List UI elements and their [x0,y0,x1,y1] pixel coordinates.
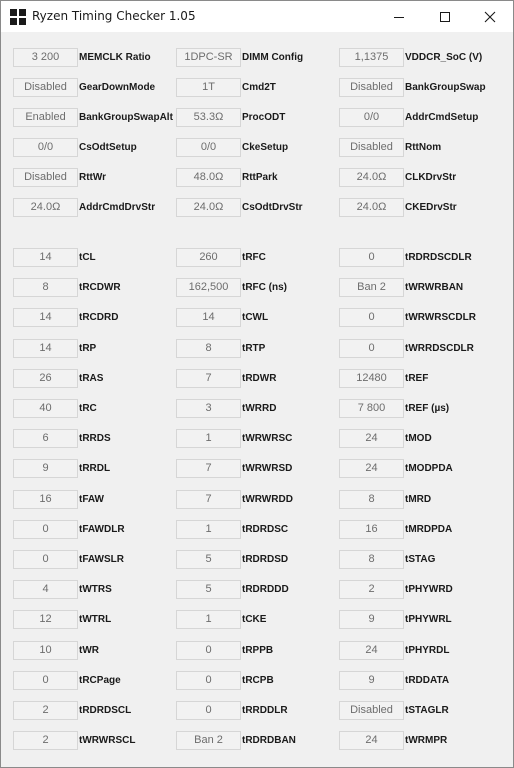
value-box: 16 [13,490,78,509]
value-box: 5 [176,550,241,569]
field-label: tRC [79,403,97,414]
field-label: tRCPB [242,674,274,686]
field-label: RttPark [242,172,278,183]
value-box: Disabled [13,78,78,97]
value-box: 5 [176,580,241,599]
value-box: 7 800 [339,399,404,418]
field-label: tRCDWR [79,282,121,294]
field-label: tWRWRDD [242,493,293,505]
field-label: tRDWR [242,372,277,384]
field-label: Cmd2T [242,82,276,93]
value-box: 0 [339,308,404,327]
field-label: tWRRDSCDLR [405,342,474,354]
value-box: 1T [176,78,241,97]
field-label: tRAS [79,372,104,384]
value-box: 53.3Ω [176,108,241,127]
field-label: tRDRDSD [242,554,289,565]
field-label: tWRWRSCDLR [405,312,476,324]
field-label: tSTAG [405,554,436,565]
value-box: 24.0Ω [339,168,404,187]
field-label: tRP [79,342,97,354]
field-label: tRDRDSCDLR [405,252,472,263]
value-box: 0/0 [176,138,241,157]
field-label: tRPPB [242,644,274,656]
value-box: 0/0 [339,108,404,127]
field-label: tWRRD [242,403,277,414]
field-label: tWTRL [79,614,112,626]
value-box: Disabled [339,701,404,720]
value-box: 26 [13,369,78,388]
field-label: tMODPDA [405,463,453,475]
value-box: 0 [13,671,78,690]
field-label: tMRDPDA [405,523,453,535]
field-label: tFAWSLR [79,554,124,565]
value-box: 4 [13,580,78,599]
value-box: Ban 2 [339,278,404,297]
field-label: tPHYWRL [405,614,452,626]
close-button[interactable] [467,1,513,32]
field-label: AddrCmdDrvStr [79,202,156,213]
field-label: BankGroupSwap [405,82,486,93]
maximize-icon [439,11,451,23]
field-label: tREF (µs) [405,403,450,414]
timings-panel [1,32,513,767]
value-box: 14 [176,308,241,327]
field-label: tRDRDDD [242,584,289,596]
field-label: RttWr [79,172,107,183]
value-box: 0 [13,550,78,569]
field-label: tMRD [405,493,432,505]
value-box: 48.0Ω [176,168,241,187]
field-label: tRDRDSCL [79,705,132,716]
field-label: tRDDATA [405,674,450,686]
field-label: tRTP [242,342,266,354]
value-box: 7 [176,369,241,388]
field-label: tWRMPR [405,735,448,747]
value-box: Disabled [339,78,404,97]
value-box: 3 200 [13,48,78,67]
value-box: 1 [176,610,241,629]
field-label: VDDCR_SoC (V) [405,52,483,63]
field-label: CKEDrvStr [405,202,457,213]
value-box: 8 [13,278,78,297]
field-label: tSTAGLR [405,705,449,716]
value-box: 0 [339,339,404,358]
field-label: BankGroupSwapAlt [79,112,173,123]
field-label: tCL [79,252,96,263]
value-box: 24 [339,641,404,660]
field-label: tRRDS [79,433,111,445]
value-box: 14 [13,339,78,358]
value-box: 8 [176,339,241,358]
field-label: MEMCLK Ratio [79,52,151,63]
field-label: AddrCmdSetup [405,112,479,123]
value-box: 0 [13,520,78,539]
value-box: 24.0Ω [339,198,404,217]
field-label: tREF [405,372,429,384]
value-box: 162,500 [176,278,241,297]
minimize-button[interactable] [376,1,422,32]
value-box: 12 [13,610,78,629]
field-label: tRRDL [79,463,111,475]
window-title: Ryzen Timing Checker 1.05 [32,9,196,23]
value-box: Enabled [13,108,78,127]
field-label: GearDownMode [79,82,156,93]
field-label: tRRDDLR [242,705,288,716]
value-box: 24 [339,731,404,750]
value-box: 24 [339,429,404,448]
value-box: Ban 2 [176,731,241,750]
field-label: tPHYRDL [405,644,450,656]
value-box: 7 [176,459,241,478]
close-icon [484,11,496,23]
field-label: tMOD [405,433,432,445]
value-box: 10 [13,641,78,660]
field-label: ProcODT [242,112,286,123]
value-box: 0 [339,248,404,267]
field-label: tCWL [242,312,269,324]
value-box: 24 [339,459,404,478]
field-label: tWTRS [79,584,112,596]
value-box: 0 [176,701,241,720]
minimize-icon [393,11,405,23]
value-box: 0 [176,671,241,690]
value-box: 0 [176,641,241,660]
field-label: tPHYWRD [405,584,453,596]
field-label: tRDRDBAN [242,735,296,747]
value-box: 12480 [339,369,404,388]
value-box: 1 [176,429,241,448]
title-bar[interactable] [1,1,513,32]
field-label: CkeSetup [242,142,289,153]
field-label: CsOdtSetup [79,142,137,153]
value-box: 24.0Ω [13,198,78,217]
value-box: 1,1375 [339,48,404,67]
value-box: 2 [13,731,78,750]
value-box: 2 [13,701,78,720]
value-box: 2 [339,580,404,599]
value-box: Disabled [339,138,404,157]
field-label: tWRWRSCL [79,735,136,747]
value-box: 14 [13,308,78,327]
field-label: RttNom [405,142,442,153]
value-box: 9 [339,610,404,629]
value-box: 260 [176,248,241,267]
field-label: CsOdtDrvStr [242,202,303,213]
value-box: Disabled [13,168,78,187]
field-label: tWRWRSC [242,433,293,445]
app-grid-icon [10,9,26,25]
value-box: 9 [339,671,404,690]
field-label: tWR [79,644,99,656]
value-box: 6 [13,429,78,448]
field-label: tRDRDSC [242,523,289,535]
field-label: tFAW [79,493,104,505]
field-label: CLKDrvStr [405,172,457,183]
value-box: 8 [339,490,404,509]
value-box: 9 [13,459,78,478]
field-label: tWRWRSD [242,463,293,475]
value-box: 1 [176,520,241,539]
field-label: tFAWDLR [79,523,125,535]
field-label: tRFC [242,252,266,263]
field-label: tWRWRBAN [405,282,464,294]
value-box: 1DPC-SR [176,48,241,67]
maximize-button[interactable] [422,1,468,32]
value-box: 14 [13,248,78,267]
value-box: 0/0 [13,138,78,157]
value-box: 8 [339,550,404,569]
value-box: 16 [339,520,404,539]
field-label: tRFC (ns) [242,282,287,294]
value-box: 3 [176,399,241,418]
value-box: 24.0Ω [176,198,241,217]
field-label: DIMM Config [242,52,304,63]
field-label: tRCPage [79,674,121,686]
value-box: 7 [176,490,241,509]
field-label: tRCDRD [79,312,119,324]
field-label: tCKE [242,614,267,626]
value-box: 40 [13,399,78,418]
